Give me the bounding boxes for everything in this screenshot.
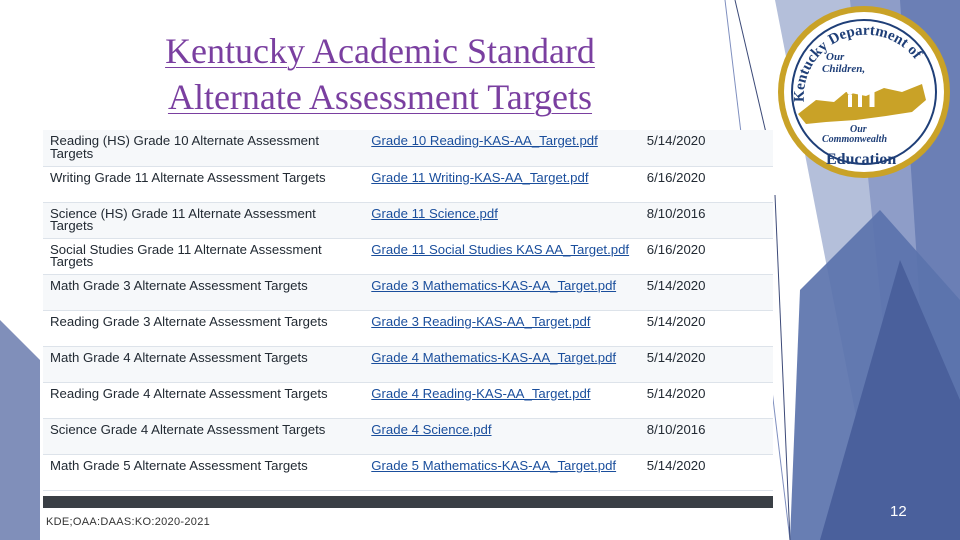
table-bottom-bar (43, 496, 773, 508)
motto-commonwealth: Commonwealth (822, 134, 888, 145)
table-row (43, 130, 773, 166)
file-link[interactable]: Grade 4 Mathematics-KAS-AA_Target.pdf (364, 346, 640, 382)
title-line-1: Kentucky Academic Standard (165, 31, 595, 71)
date-cell: 6/16/2020 (640, 238, 773, 274)
title-line-2: Alternate Assessment Targets (167, 77, 593, 117)
targets-table (43, 130, 773, 491)
file-link[interactable]: Grade 11 Social Studies KAS AA_Target.pdf (364, 238, 640, 274)
date-cell: 5/14/2020 (640, 382, 773, 418)
kde-seal-logo (776, 4, 952, 180)
slide-title (100, 28, 660, 120)
file-link[interactable]: Grade 10 Reading-KAS-AA_Target.pdf (364, 130, 640, 166)
table-row (43, 202, 773, 238)
date-cell: 5/14/2020 (640, 310, 773, 346)
table-row (43, 238, 773, 274)
target-name-cell: Science Grade 4 Alternate Assessment Targets (43, 418, 364, 454)
target-name-cell: Writing Grade 11 Alternate Assessment Targets (43, 166, 364, 202)
file-link[interactable]: Grade 4 Science.pdf (364, 418, 640, 454)
target-name-cell: Math Grade 5 Alternate Assessment Targets (43, 454, 364, 490)
footer-code: KDE;OAA:DAAS:KO:2020-2021 (46, 516, 211, 528)
targets-table-screenshot (43, 130, 773, 496)
table-row (43, 454, 773, 490)
date-cell: 5/14/2020 (640, 274, 773, 310)
target-name-cell: Math Grade 4 Alternate Assessment Targets (43, 346, 364, 382)
seal-top-text: Kentucky Department of (791, 22, 925, 103)
table-row (43, 274, 773, 310)
table-body (43, 130, 773, 490)
date-cell: 8/10/2016 (640, 418, 773, 454)
seal-bottom-text: Education (826, 151, 897, 168)
table-row (43, 346, 773, 382)
target-name-cell: Social Studies Grade 11 Alternate Assessment Targets (43, 238, 364, 274)
table-row (43, 166, 773, 202)
target-name-cell: Math Grade 3 Alternate Assessment Targets (43, 274, 364, 310)
date-cell: 5/14/2020 (640, 454, 773, 490)
table-row (43, 418, 773, 454)
motto-children: Children, (822, 63, 866, 75)
date-cell: 5/14/2020 (640, 346, 773, 382)
table-row (43, 310, 773, 346)
page-number: 12 (890, 503, 907, 520)
file-link[interactable]: Grade 5 Mathematics-KAS-AA_Target.pdf (364, 454, 640, 490)
table-row (43, 382, 773, 418)
file-link[interactable]: Grade 11 Science.pdf (364, 202, 640, 238)
file-link[interactable]: Grade 11 Writing-KAS-AA_Target.pdf (364, 166, 640, 202)
target-name-cell: Reading (HS) Grade 10 Alternate Assessment Targets (43, 130, 364, 166)
file-link[interactable]: Grade 4 Reading-KAS-AA_Target.pdf (364, 382, 640, 418)
motto-our-1: Our (826, 51, 845, 63)
file-link[interactable]: Grade 3 Mathematics-KAS-AA_Target.pdf (364, 274, 640, 310)
date-cell: 8/10/2016 (640, 202, 773, 238)
motto-our-2: Our (850, 124, 867, 135)
file-link[interactable]: Grade 3 Reading-KAS-AA_Target.pdf (364, 310, 640, 346)
target-name-cell: Science (HS) Grade 11 Alternate Assessment Targets (43, 202, 364, 238)
date-cell: 6/16/2020 (640, 166, 773, 202)
date-cell: 5/14/2020 (640, 130, 773, 166)
target-name-cell: Reading Grade 3 Alternate Assessment Targets (43, 310, 364, 346)
target-name-cell: Reading Grade 4 Alternate Assessment Targets (43, 382, 364, 418)
